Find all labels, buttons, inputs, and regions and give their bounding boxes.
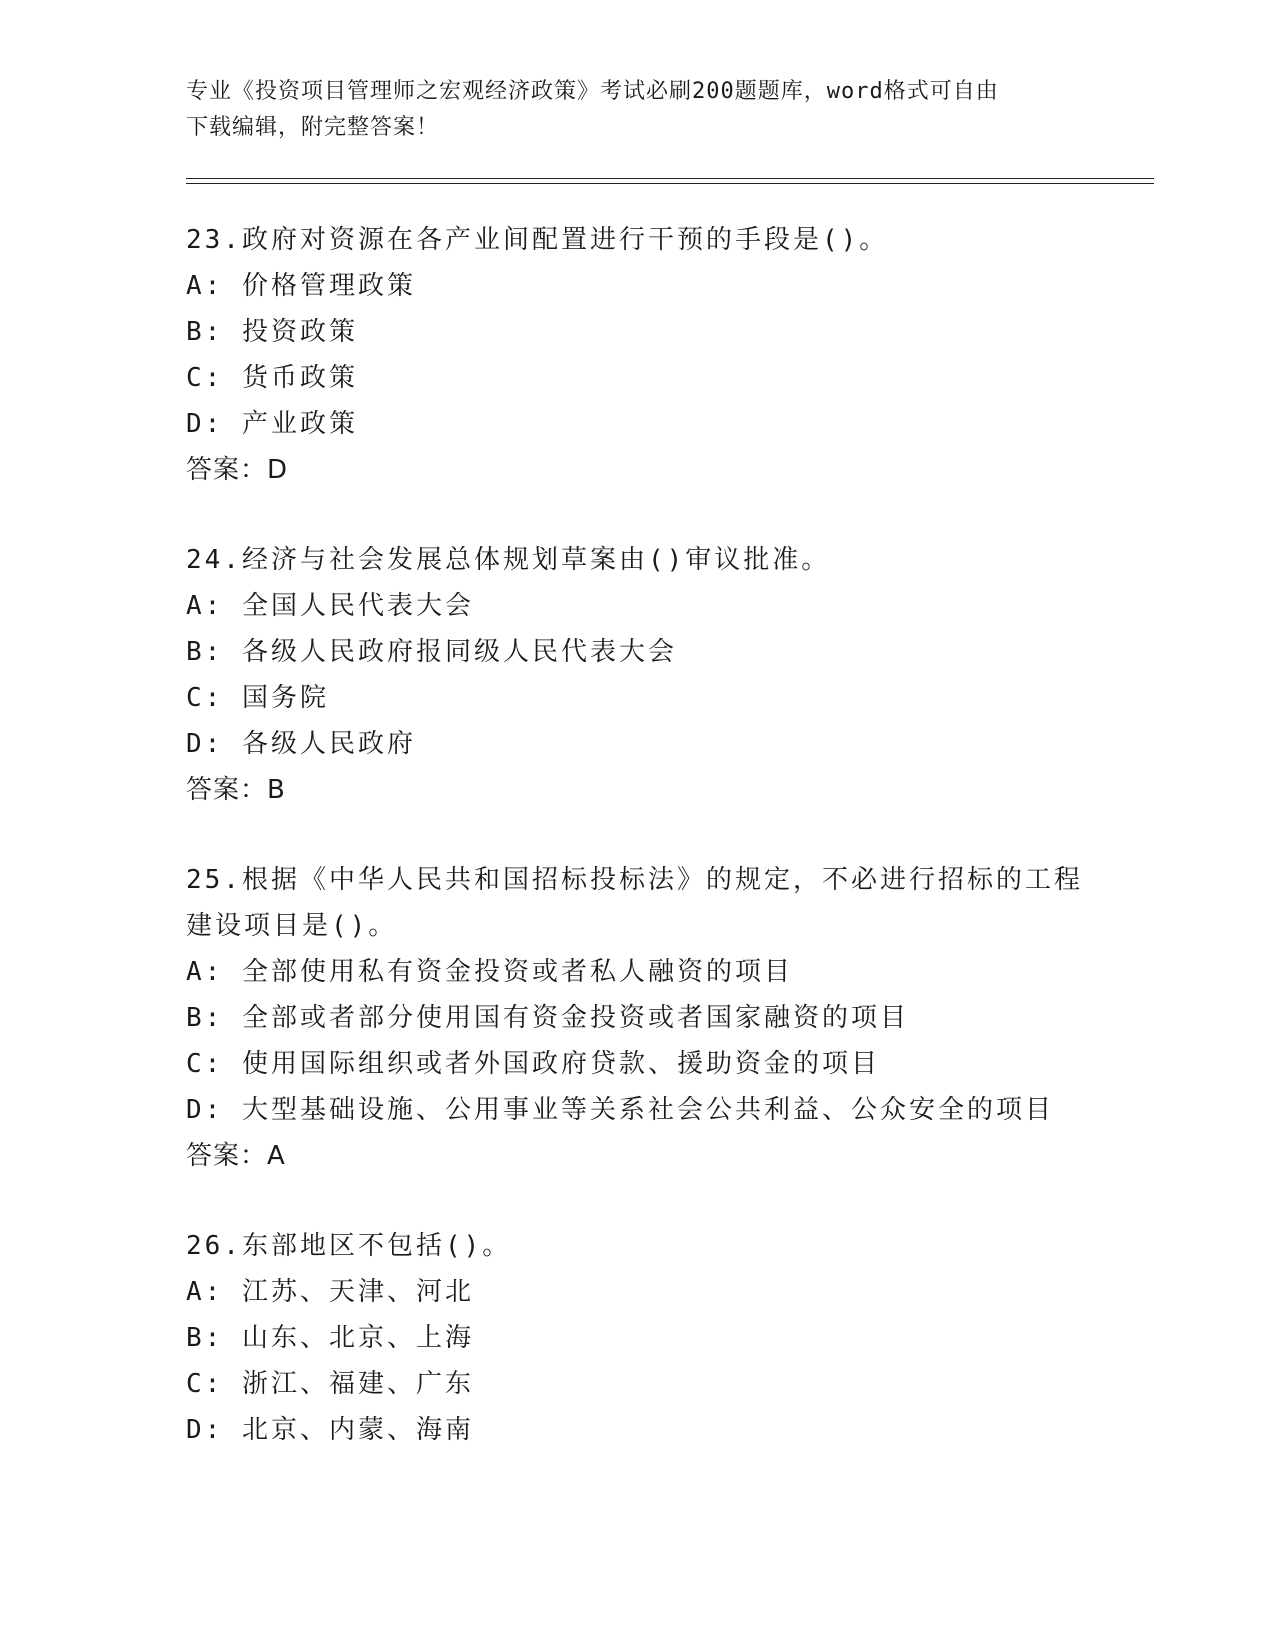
option-c: C: 货币政策: [186, 363, 358, 393]
question-23: [186, 217, 1086, 493]
question-stem: 24.经济与社会发展总体规划草案由()审议批准。: [186, 545, 831, 575]
option-a: A: 江苏、天津、河北: [186, 1277, 474, 1307]
answer: 答案：A: [186, 1141, 286, 1171]
option-d: D: 大型基础设施、公用事业等关系社会公共利益、公众安全的项目: [186, 1095, 1054, 1125]
option-d: D: 北京、内蒙、海南: [186, 1415, 474, 1445]
option-c: C: 国务院: [186, 683, 329, 713]
answer: 答案：B: [186, 775, 286, 805]
question-stem-line-2: 建设项目是()。: [186, 911, 398, 941]
document-header: [186, 74, 1066, 146]
option-b: B: 山东、北京、上海: [186, 1323, 474, 1353]
question-stem: 26.东部地区不包括()。: [186, 1231, 512, 1261]
option-b: B: 各级人民政府报同级人民代表大会: [186, 637, 677, 667]
answer: 答案：D: [186, 455, 289, 485]
option-d: D: 产业政策: [186, 409, 358, 439]
question-24: [186, 537, 1086, 813]
question-stem: 23.政府对资源在各产业间配置进行干预的手段是()。: [186, 225, 889, 255]
question-26: [186, 1223, 1086, 1453]
option-b: B: 投资政策: [186, 317, 358, 347]
question-25: [186, 857, 1086, 1179]
option-c: C: 浙江、福建、广东: [186, 1369, 474, 1399]
option-a: A: 价格管理政策: [186, 271, 416, 301]
question-stem-line-1: 25.根据《中华人民共和国招标投标法》的规定，不必进行招标的工程: [186, 865, 1083, 895]
option-a: A: 全国人民代表大会: [186, 591, 474, 621]
header-divider-top: [186, 178, 1154, 179]
header-divider-bottom: [186, 183, 1154, 184]
header-line-2: 下载编辑，附完整答案！: [186, 115, 440, 140]
option-c: C: 使用国际组织或者外国政府贷款、援助资金的项目: [186, 1049, 880, 1079]
option-d: D: 各级人民政府: [186, 729, 416, 759]
header-line-1: 专业《投资项目管理师之宏观经济政策》考试必刷200题题库，word格式可自由: [186, 79, 999, 104]
option-b: B: 全部或者部分使用国有资金投资或者国家融资的项目: [186, 1003, 909, 1033]
option-a: A: 全部使用私有资金投资或者私人融资的项目: [186, 957, 793, 987]
